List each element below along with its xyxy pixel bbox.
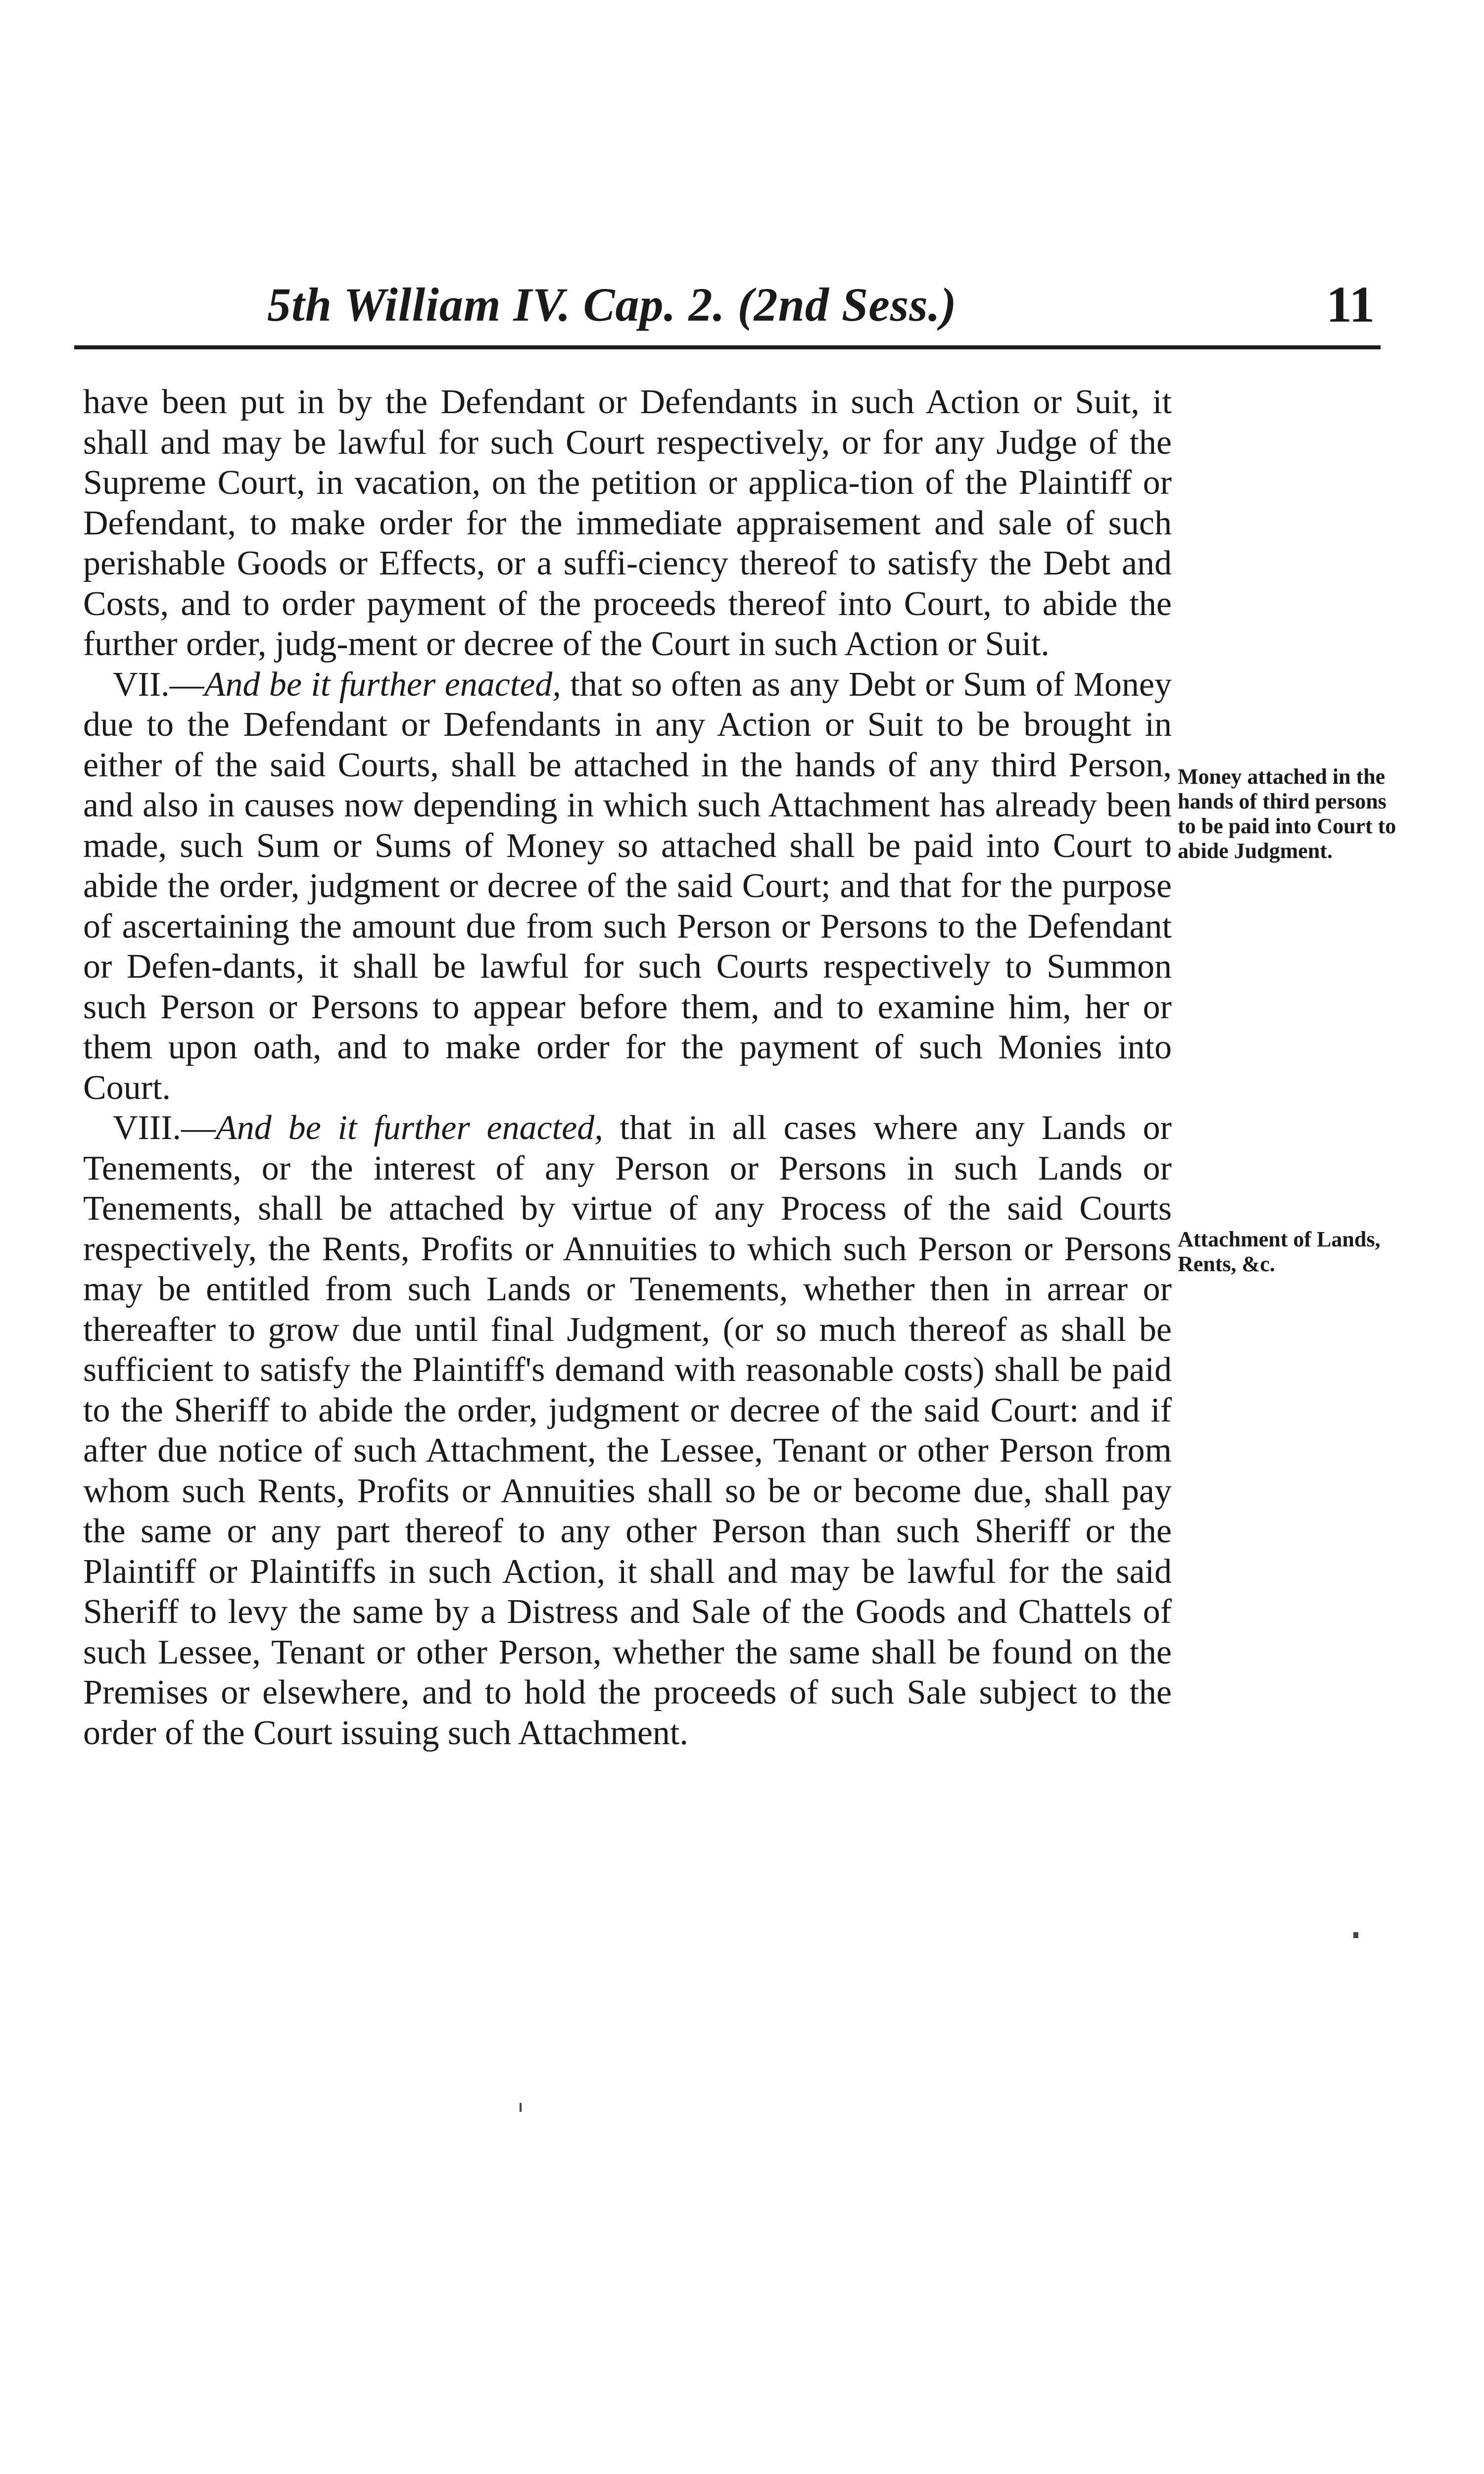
section-vii-number: VII.—	[113, 665, 204, 704]
marginal-note-attachment-of-lands: Attachment of Lands, Rents, &c.	[1178, 1227, 1381, 1276]
section-viii	[83, 1108, 1172, 1753]
paragraph-continuation: have been put in by the Defendant or Defendants in such Action or Suit, it shall and may be lawful for such Court respectively, or for any Judge of the Supreme Court, in vacation, on the petition or applica-tion of the Plaintiff or Defendant, to make order for the immediate appraisement and sale of such perishable Goods or Effects, or a suffi-ciency thereof to satisfy the Debt and Costs, and to order payment of the proceeds thereof into Court, to abide the further order, judg-ment or decree of the Court in such Action or Suit.	[83, 383, 1172, 663]
section-viii-lead: And be it further enacted,	[215, 1109, 603, 1147]
page-number: 11	[1326, 276, 1375, 333]
marginal-note-money-attached: Money attached in the hands of third persons to be paid into Court to abide Judgment.	[1178, 764, 1396, 863]
ink-speck	[1353, 1932, 1358, 1938]
section-viii-text: that in all cases where any Lands or Tenements, or the interest of any Person or Persons in such Lands or Tenements, shall be attached by virtue of any Process of the said Courts respectively, the Rents, Profits or Annuities to which such Person or Persons may be entitled from such Lands or Tenements, whether then in arrear or thereafter to grow due until final Judgment, (or so much thereof as shall be sufficient to satisfy the Plaintiff's demand with reasonable costs) shall be paid to the Sheriff to abide the order, judgment or decree of the said Court: and if after due notice of such Attachment, the Lessee, Tenant or other Person from whom such Rents, Profits or Annuities shall so be or become due, shall pay the same or any part thereof to any other Person than such Sheriff or the Plaintiff or Plaintiffs in such Action, it shall and may be lawful for the said Sheriff to levy the same by a Distress and Sale of the Goods and Chattels of such Lessee, Tenant or other Person, whether the same shall be found on the Premises or elsewhere, and to hold the proceeds of such Sale subject to the order of the Court issuing such Attachment.	[83, 1109, 1172, 1752]
page-header-title: 5th William IV. Cap. 2. (2nd Sess.)	[267, 278, 957, 331]
header-rule	[74, 345, 1381, 349]
statute-body	[83, 382, 1172, 1753]
section-vii-text: that so often as any Debt or Sum of Money due to the Defendant or Defendants in any Action or Suit to be brought in either of the said Courts, shall be attached in the hands of any third Person, and also in causes now depending in which such Attachment has already been made, such Sum or Sums of Money so attached shall be paid into Court to abide the order, judgment or decree of the said Court; and that for the purpose of ascertaining the amount due from such Person or Persons to the Defendant or Defen-dants, it shall be lawful for such Courts respectively to Summon such Person or Persons to appear before them, and to examine him, her or them upon oath, and to make order for the payment of such Monies into Court.	[83, 665, 1172, 1107]
ink-speck	[520, 2103, 522, 2112]
section-vii-lead: And be it further enacted,	[204, 665, 561, 704]
section-viii-number: VIII.—	[113, 1109, 216, 1147]
section-vii	[83, 665, 1172, 1108]
